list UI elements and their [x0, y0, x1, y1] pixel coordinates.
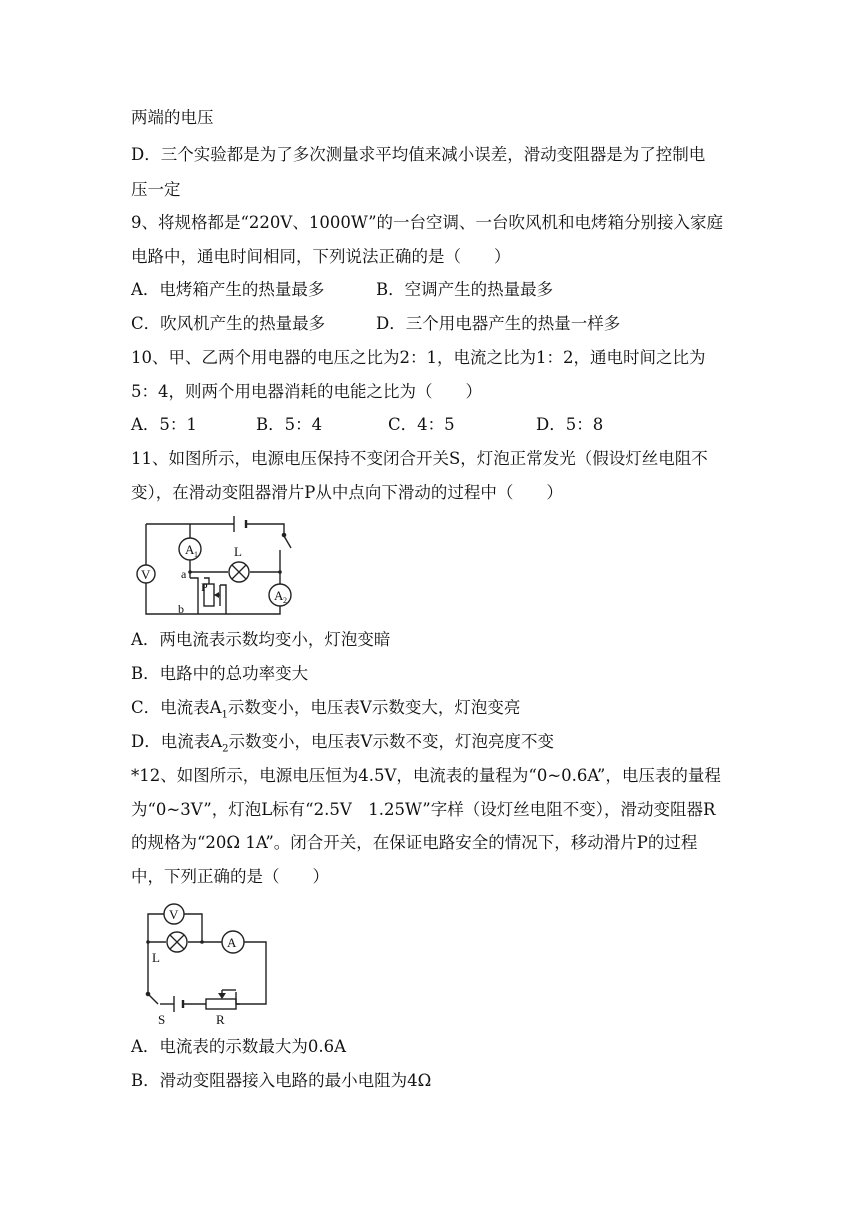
q9-option-a: A．电烤箱产生的热量最多: [131, 280, 325, 299]
q11-junction-dot: [188, 570, 192, 574]
svg-text:A: A: [274, 588, 284, 603]
svg-text:L: L: [234, 544, 242, 559]
q9-stem-line-2: 电路中，通电时间相同，下列说法正确的是（ ）: [131, 247, 511, 266]
q9-option-d: D．三个用电器产生的热量一样多: [376, 314, 621, 333]
q11-stem-line-2: 变），在滑动变阻器滑片P从中点向下滑动的过程中（ ）: [131, 483, 563, 502]
q12-option-a: A．电流表的示数最大为0.6A: [131, 1037, 347, 1056]
q10-option-b: B．5：4: [256, 415, 323, 434]
q10-option-a: A．5：1: [131, 415, 197, 434]
q11-slider-label: P: [201, 580, 208, 594]
q11-stem-line-1: 11、如图所示，电源电压保持不变闭合开关S，灯泡正常发光（假设灯丝电阻不: [131, 449, 708, 468]
svg-text:A: A: [185, 542, 195, 557]
svg-text:2: 2: [283, 596, 287, 605]
q12-junction-dot: [200, 940, 204, 944]
q11-slider-arrow: [214, 592, 219, 598]
q11-voltmeter: [137, 565, 155, 583]
q11-junction-dot: [278, 570, 282, 574]
q11-option-c: C．电流表$A_1$示数变小，电压表V示数变大，灯泡变亮: [131, 698, 521, 721]
q11-node-a: a: [181, 567, 187, 581]
q11-option-a: A．两电流表示数均变小，灯泡变暗: [131, 630, 391, 649]
q11-circuit-diagram: [128, 512, 306, 622]
q12-stem-line-2: 为“0~3V”，灯泡L标有“2.5V 1.25W”字样（设灯丝电阻不变），滑动变阻器R: [131, 800, 716, 819]
q12-option-b: B．滑动变阻器接入电路的最小电阻为4Ω: [131, 1071, 432, 1090]
q10-option-d: D．5：8: [536, 415, 604, 434]
q9-option-b: B．空调产生的热量最多: [376, 280, 554, 299]
svg-text:A: A: [227, 935, 237, 950]
q10-stem-line-2: 5：4，则两个用电器消耗的电能之比为（ ）: [131, 382, 482, 401]
q11-ammeter-a2: [269, 584, 291, 606]
q12-junction-dot: [146, 940, 150, 944]
q8-option-d-line-2: 压一定: [131, 180, 181, 199]
q12-stem-line-1: *12、如图所示，电源电压恒为4.5V，电流表的量程为“0~0.6A”，电压表的量程: [131, 766, 721, 785]
q12-slider-arrow: [218, 993, 226, 999]
q12-ammeter: [222, 931, 244, 953]
q11-lamp: [229, 544, 249, 582]
q9-stem-line-1: 9、将规格都是“220V、1000W”的一台空调、一台吹风机和电烤箱分别接入家庭: [131, 213, 724, 232]
q12-stem-line-3: 的规格为“20Ω 1A”。闭合开关，在保证电路安全的情况下，移动滑片P的过程: [131, 833, 698, 852]
q8-option-c-tail: 两端的电压: [131, 108, 214, 127]
q11-option-b: B．电路中的总功率变大: [131, 664, 309, 683]
q8-option-d-line-1: D．三个实验都是为了多次测量求平均值来减小误差，滑动变阻器是为了控制电: [131, 145, 706, 164]
q10-stem-line-1: 10、甲、乙两个用电器的电压之比为2：1，电流之比为1：2，通电时间之比为: [131, 348, 706, 367]
q11-option-d: D．电流表$A_2$示数变小，电压表V示数不变，灯泡亮度不变: [131, 732, 554, 755]
q12-lamp-label: L: [152, 950, 160, 965]
q12-lamp: [167, 932, 187, 952]
q12-rheostat-label: R: [216, 1012, 225, 1026]
q11-node-b: b: [178, 602, 184, 616]
q11-ammeter-a1: [179, 538, 201, 560]
q9-option-c: C．吹风机产生的热量最多: [131, 314, 326, 333]
svg-text:V: V: [141, 567, 151, 582]
q12-stem-line-4: 中，下列正确的是（ ）: [131, 867, 329, 886]
q12-circuit-diagram: [136, 900, 276, 1026]
svg-text:V: V: [169, 907, 179, 922]
q12-voltmeter: [164, 904, 184, 924]
svg-text:1: 1: [194, 550, 198, 559]
q10-option-c: C．4：5: [388, 415, 455, 434]
q12-switch-label: S: [158, 1012, 166, 1026]
